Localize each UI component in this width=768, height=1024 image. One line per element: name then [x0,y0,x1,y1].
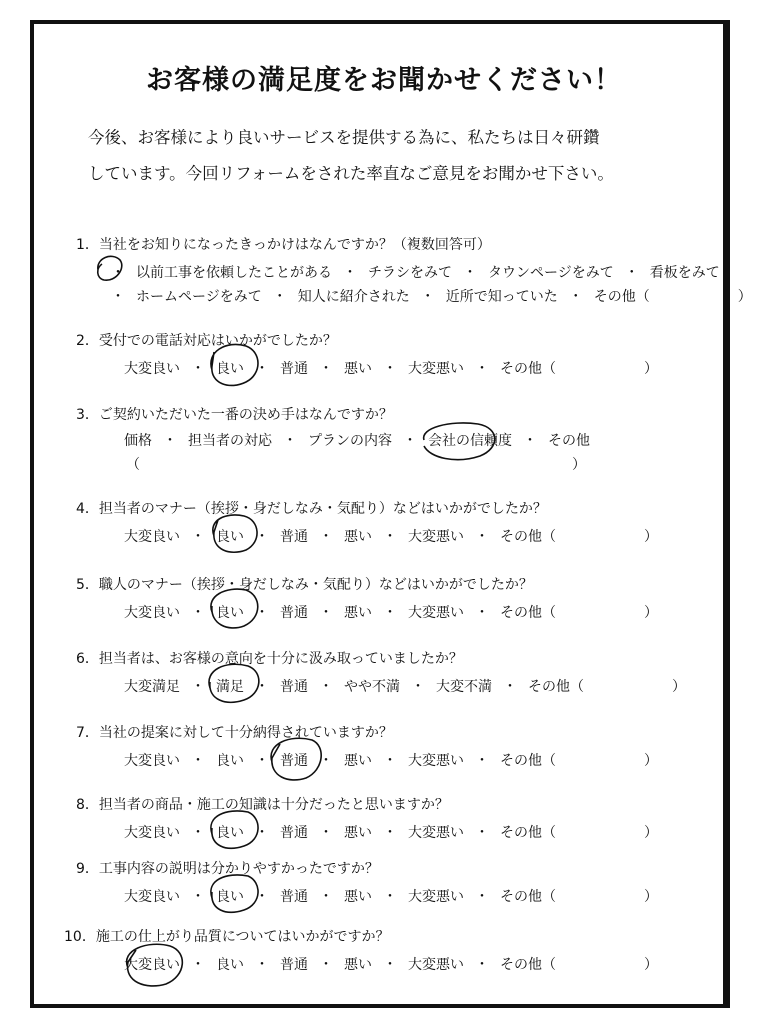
option[interactable]: 良い [216,957,244,973]
separator: ・ [319,753,333,769]
separator: ・ [319,361,333,377]
separator: ・ [383,825,397,841]
option[interactable]: 看板をみて [649,265,720,281]
separator: ・ [111,265,125,281]
separator: ・ [475,529,489,545]
option[interactable]: 大変良い [124,753,180,769]
option[interactable]: 良い [216,889,244,905]
option[interactable]: 大変良い [124,957,180,973]
separator: ・ [319,825,333,841]
option[interactable]: 良い [216,605,244,621]
close-paren: ） [572,457,586,473]
option[interactable]: 大変悪い [408,753,464,769]
question-3-other-field[interactable] [126,454,586,474]
option[interactable]: 大変良い [124,825,180,841]
close-paren: ） [644,529,658,545]
option[interactable]: 悪い [344,957,372,973]
option[interactable]: 良い [216,529,244,545]
option[interactable]: 良い [216,361,244,377]
option[interactable]: 普通 [280,605,308,621]
option[interactable]: 大変悪い [408,889,464,905]
separator: ・ [255,529,269,545]
separator: ・ [503,679,517,695]
option[interactable]: 悪い [344,605,372,621]
option[interactable]: 悪い [344,753,372,769]
separator: ・ [403,433,417,449]
option[interactable]: やや不満 [344,679,400,695]
option[interactable]: 大変良い [124,605,180,621]
option[interactable]: その他（ [500,361,556,377]
question-3-label: 3．ご契約いただいた一番の決め手はなんですか？ [76,407,393,423]
option[interactable]: 価格 [124,433,152,449]
option[interactable]: その他（ [500,605,556,621]
separator: ・ [319,957,333,973]
close-paren: ） [644,889,658,905]
question-5-options [124,602,658,622]
separator: ・ [191,605,205,621]
separator: ・ [568,289,583,305]
separator: ・ [475,605,489,621]
question-8-label: 8．担当者の商品・施工の知識は十分だったと思いますか？ [76,797,449,813]
separator: ・ [255,361,269,377]
option[interactable]: その他（ [528,679,584,695]
option[interactable]: 普通 [280,361,308,377]
question-1-options-row-2 [100,286,752,306]
question-7-label: 7．当社の提案に対して十分納得されていますか？ [76,725,393,741]
option[interactable]: 普通 [280,753,308,769]
separator: ・ [191,529,205,545]
separator: ・ [624,265,639,281]
separator: ・ [272,289,287,305]
option[interactable]: 大変良い [124,361,180,377]
separator: ・ [255,679,269,695]
option[interactable]: その他（ [500,753,556,769]
separator: ・ [255,825,269,841]
separator: ・ [255,889,269,905]
page-title: お客様の満足度をお聞かせください！ [146,65,622,96]
separator: ・ [475,753,489,769]
option[interactable]: チラシをみて [368,265,452,281]
option[interactable]: 普通 [280,889,308,905]
separator: ・ [191,679,205,695]
option[interactable]: タウンページをみて [488,265,614,281]
option[interactable]: 大変悪い [408,825,464,841]
separator: ・ [463,265,477,281]
separator: ・ [191,889,205,905]
question-7-options [124,750,658,770]
close-paren: ） [644,753,658,769]
separator: ・ [523,433,537,449]
separator: ・ [283,433,297,449]
option[interactable]: 大変悪い [408,957,464,973]
option[interactable]: その他（ [500,529,556,545]
question-1-label: 1．当社をお知りになったきっかけはなんですか？（複数回答可） [76,237,491,253]
separator: ・ [383,605,397,621]
separator: ・ [420,289,435,305]
intro-line-2: しています。今回リフォームをされた率直なご意見をお聞かせ下さい。 [88,164,614,183]
question-2-label: 2．受付での電話対応はいかがでしたか？ [76,333,337,349]
separator: ・ [111,289,125,305]
close-paren: ） [737,289,752,305]
question-1-options-row-1 [100,262,720,282]
option[interactable]: 大変良い [124,529,180,545]
question-9-options [124,886,658,906]
option[interactable]: 大変悪い [408,361,464,377]
question-4-label: 4．担当者のマナー（挨拶・身だしなみ・気配り）などはいかがでしたか？ [76,501,547,517]
separator: ・ [383,753,397,769]
question-10-label: 10．施工の仕上がり品質についてはいかがですか？ [64,929,390,945]
separator: ・ [475,361,489,377]
question-2-options [124,358,658,378]
option[interactable]: 悪い [344,889,372,905]
question-10-options [124,954,658,974]
separator: ・ [255,753,269,769]
option[interactable]: プランの内容 [308,433,392,449]
separator: ・ [383,361,397,377]
option[interactable]: その他（ [500,957,556,973]
option[interactable]: 悪い [344,529,372,545]
option[interactable]: 知人に紹介された [297,289,410,305]
separator: ・ [319,605,333,621]
close-paren: ） [644,825,658,841]
question-6-label: 6．担当者は、お客様の意向を十分に汲み取っていましたか？ [76,651,463,667]
separator: ・ [191,825,205,841]
close-paren: ） [644,361,658,377]
option[interactable]: 近所で知っていた [445,289,558,305]
option[interactable]: その他 [548,433,590,449]
separator: ・ [475,825,489,841]
separator: ・ [163,433,177,449]
close-paren: ） [672,679,686,695]
question-8-options [124,822,658,842]
option[interactable]: 普通 [280,825,308,841]
question-9-label: 9．工事内容の説明は分かりやすかったですか？ [76,861,379,877]
separator: ・ [319,529,333,545]
close-paren: ） [644,605,658,621]
option[interactable]: 会社の信頼度 [428,433,512,449]
option[interactable]: 普通 [280,529,308,545]
option[interactable]: 良い [216,753,244,769]
option[interactable]: 大変満足 [124,679,180,695]
separator: ・ [383,529,397,545]
option[interactable]: 普通 [280,957,308,973]
separator: ・ [319,679,333,695]
option[interactable]: 満足 [216,679,244,695]
option[interactable]: 担当者の対応 [188,433,272,449]
separator: ・ [475,889,489,905]
option[interactable]: 大変悪い [408,605,464,621]
separator: ・ [319,889,333,905]
close-paren: ） [644,957,658,973]
option[interactable]: 大変良い [124,889,180,905]
separator: ・ [383,957,397,973]
separator: ・ [383,889,397,905]
separator: ・ [191,753,205,769]
separator: ・ [191,957,205,973]
open-paren: （ [126,457,140,473]
option[interactable]: 大変悪い [408,529,464,545]
separator: ・ [191,361,205,377]
option[interactable]: 悪い [344,361,372,377]
separator: ・ [343,265,357,281]
separator: ・ [255,605,269,621]
option[interactable]: その他（ [593,289,650,305]
intro-line-1: 今後、お客様により良いサービスを提供する為に、私たちは日々研鑽 [88,128,600,147]
question-5-label: 5．職人のマナー（挨拶・身だしなみ・気配り）などはいかがでしたか？ [76,577,533,593]
separator: ・ [255,957,269,973]
question-3-options [124,430,590,450]
question-4-options [124,526,658,546]
option[interactable]: その他（ [500,889,556,905]
question-6-options [124,676,686,696]
option[interactable]: 良い [216,825,244,841]
option[interactable]: ホームページをみて [136,289,262,305]
option[interactable]: 悪い [344,825,372,841]
option[interactable]: 普通 [280,679,308,695]
option[interactable]: 大変不満 [436,679,492,695]
option[interactable]: その他（ [500,825,556,841]
separator: ・ [475,957,489,973]
separator: ・ [411,679,425,695]
option[interactable]: 以前工事を依頼したことがある [136,265,332,281]
